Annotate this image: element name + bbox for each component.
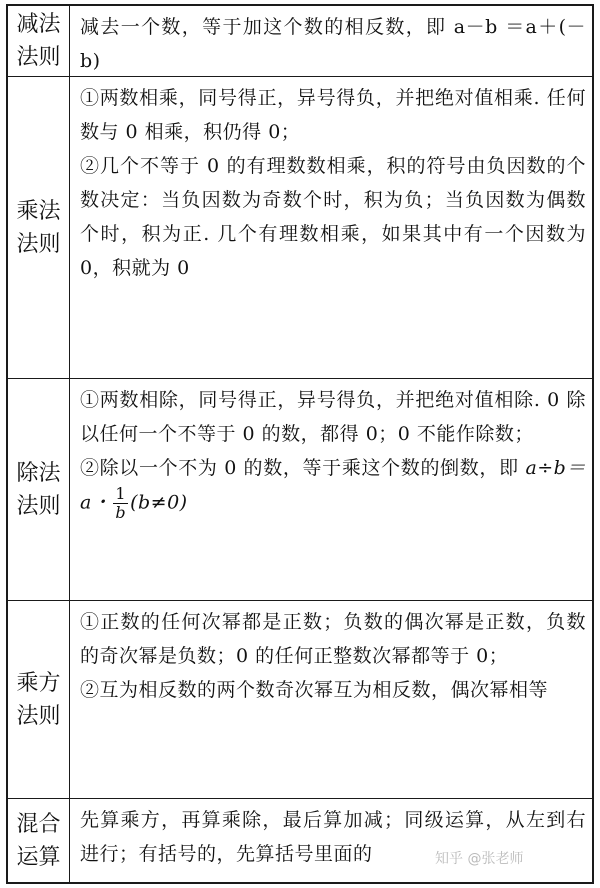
rule-text: 减去一个数，等于加这个数的相反数，即 a－b ＝a＋(－b) [80,16,586,72]
row-header [8,77,70,378]
row-body [70,799,592,882]
row-header-line: 法则 [16,45,61,70]
row-header [8,799,70,882]
rule-text: ①两数相乘，同号得正，异号得负，并把绝对值相乘. 任何数与 0 相乘，积仍得 0； [80,87,586,143]
table-row-mixed [8,799,592,882]
table-row-power [8,601,592,799]
row-header-line: 混合 [16,811,61,837]
rule-text: ②互为相反数的两个数奇次幂互为相反数，偶次幂相等 [80,679,549,701]
row-header [8,379,70,600]
watermark: 知乎 @张老师 [435,851,524,867]
row-header-line: 法则 [16,493,61,519]
formula-intro: ②除以一个不为 0 的数，等于乘这个数的倒数，即 [80,457,519,479]
fraction [113,485,128,522]
row-header-line: 法则 [16,231,61,257]
row-header-line: 减法 [16,12,61,37]
rule-text: ②几个不等于 0 的有理数数相乘，积的符号由负因数的个数决定：当负因数为奇数个时，积为负；当负因数为偶数个时，积为正. 几个有理数相乘，如果其中有一个因数为 0，积就为 0 [80,155,586,279]
row-body [70,6,592,76]
table-row-subtraction [8,6,592,77]
row-body [70,77,592,378]
fraction-numerator: 1 [115,484,127,503]
row-header-line: 运算 [16,844,61,870]
row-header [8,6,70,76]
rule-text: 先算乘方，再算乘除，最后算加减；同级运算，从左到右进行；有括号的，先算括号里面的 [80,809,586,865]
row-body [70,601,592,798]
row-header-line: 乘法 [16,198,61,224]
rules-table [6,4,594,884]
formula-tail: (b≠0) [130,491,188,514]
rule-text: ①两数相除，同号得正，异号得负，并把绝对值相除. 0 除以任何一个不等于 0 的数，都得 0；0 不能作除数； [80,389,586,445]
fraction-denominator: b [115,503,127,522]
table-row-multiplication [8,77,592,379]
rule-text [80,451,586,522]
row-header-line: 乘方 [16,670,61,696]
rule-text: ①正数的任何次幂都是正数；负数的偶次幂是正数，负数的奇次幂是负数；0 的任何正整数次幂都等于 0； [80,611,586,667]
row-body [70,379,592,600]
row-header [8,601,70,798]
row-header-line: 除法 [16,460,61,486]
table-row-division [8,379,592,601]
row-header-line: 法则 [16,703,61,729]
formula-lhs: a÷b＝a・ [80,457,587,514]
